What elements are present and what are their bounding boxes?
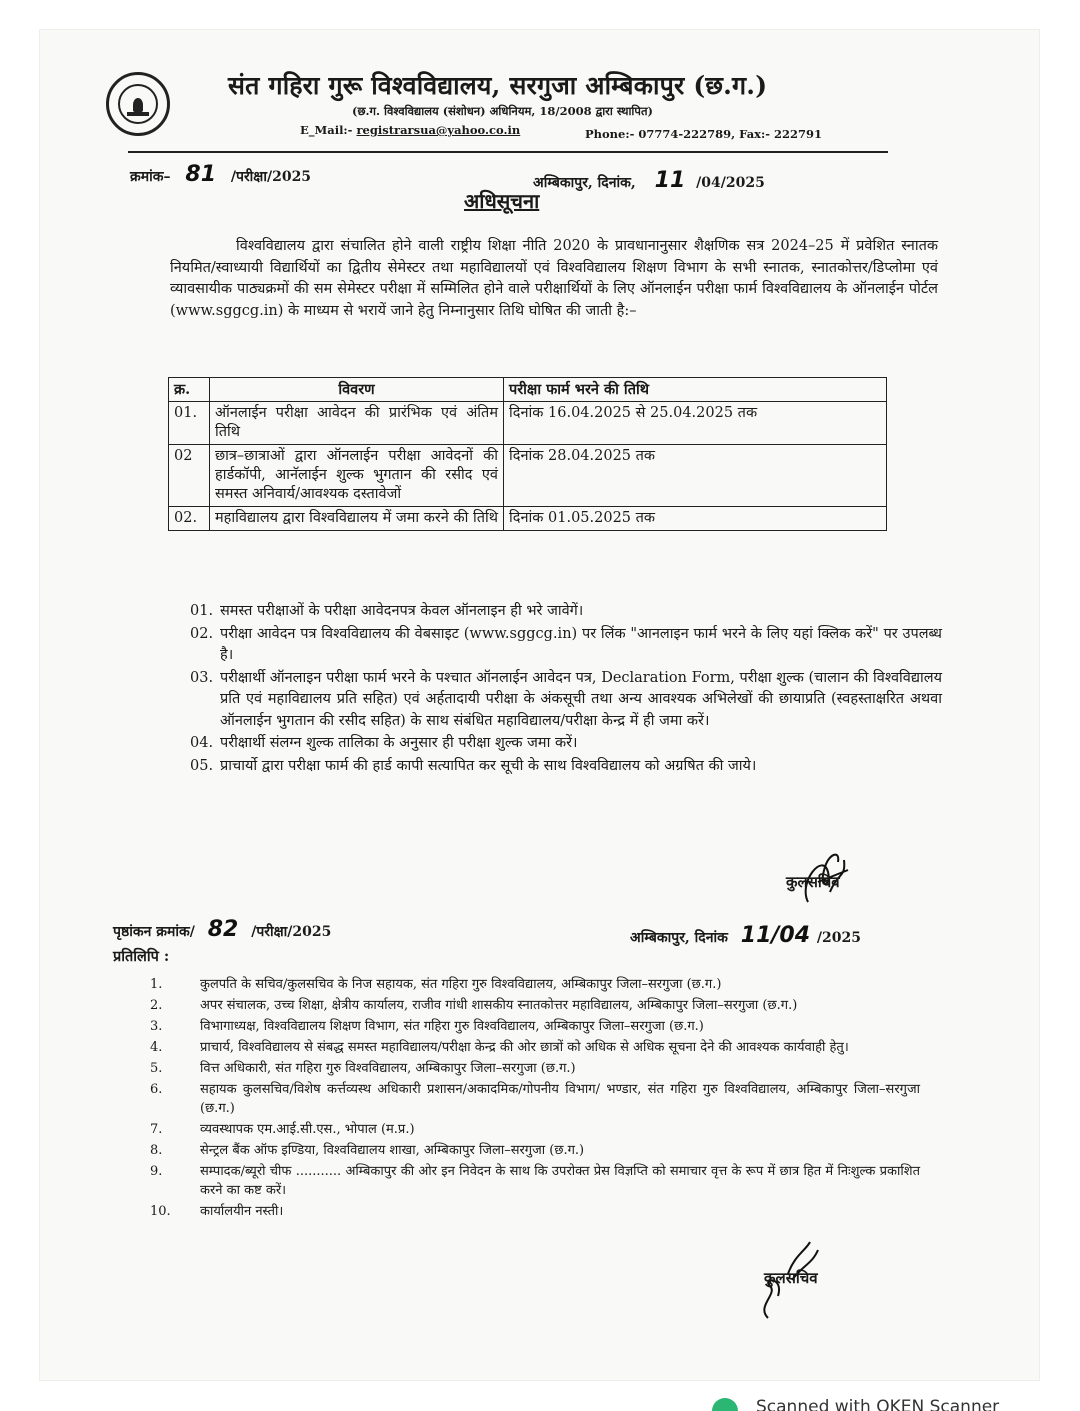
- scanner-watermark: [712, 1396, 1032, 1411]
- endorsement-handwritten-number: 82: [207, 917, 239, 942]
- endorsement-date: [630, 923, 861, 948]
- header-divider: [128, 151, 888, 153]
- list-item: [150, 1080, 920, 1118]
- phone-fax: Phone:- 07774-222789, Fax:- 222791: [585, 127, 823, 141]
- date-suffix: /04/2025: [696, 175, 765, 191]
- item-number: 4.: [150, 1040, 163, 1055]
- item-number: 04.: [190, 735, 214, 751]
- oken-scanner-logo-icon: [712, 1398, 738, 1411]
- list-item: [150, 1038, 920, 1057]
- seal-inner-ring: [118, 84, 158, 124]
- col-header-serial: क्र.: [169, 378, 210, 402]
- dates-table: [168, 377, 887, 531]
- endorsement-suffix: /परीक्षा/2025: [251, 924, 332, 940]
- table-header-row: [169, 378, 887, 402]
- list-item: [190, 756, 942, 778]
- item-number: 03.: [190, 669, 214, 686]
- seal-base: [127, 112, 149, 116]
- notification-title: अधिसूचना: [464, 189, 540, 213]
- document-page: [40, 30, 1039, 1380]
- item-text: प्राचार्यो द्वारा परीक्षा फार्म की हार्ड कापी सत्यापित कर सूची के साथ विश्वविद्यालय को अग्रषित की जाये।: [220, 757, 757, 774]
- item-text: प्राचार्य, विश्वविद्यालय से संबद्ध समस्त महाविद्यालय/परीक्षा केन्द्र की ओर छात्रों को अधिक से अधिक सूचना देने की आवश्यक कार्यवाही हेतु।: [200, 1040, 849, 1055]
- list-item: [150, 996, 920, 1015]
- instruction-list: [190, 601, 942, 778]
- item-text: कार्यालयीन नस्ती।: [200, 1204, 284, 1219]
- row-date: दिनांक 16.04.2025 से 25.04.2025 तक: [504, 402, 887, 445]
- list-item: [190, 624, 942, 667]
- item-number: 6.: [150, 1082, 163, 1097]
- item-number: 2.: [150, 998, 163, 1013]
- item-text: विभागाध्यक्ष, विश्वविद्यालय शिक्षण विभाग, संत गहिरा गुरु विश्वविद्यालय, अम्बिकापुर जिला–सरगुजा (छ.ग.): [200, 1019, 704, 1034]
- list-item: [190, 601, 942, 623]
- row-description: महाविद्यालय द्वारा विश्वविद्यालय में जमा करने की तिथि: [210, 507, 504, 531]
- item-number: 1.: [150, 977, 163, 992]
- registrar-signature-label: कुलसचिव: [786, 873, 840, 891]
- row-date: दिनांक 28.04.2025 तक: [504, 445, 887, 507]
- item-number: 9.: [150, 1164, 163, 1179]
- email-link[interactable]: registrarsua@yahoo.co.in: [356, 123, 521, 137]
- intro-paragraph: विश्वविद्यालय द्वारा संचालित होने वाली राष्ट्रीय शिक्षा नीति 2020 के प्रावधानानुसार शैक्षणिक सत्र 2024–25 में प्रवेशित स्नातक नियमित/स्वाध्यायी विद्यार्थियों का द्वितीय सेमेस्टर तथा महाविद्यालयों एवं विश्वविद्यालय शिक्षण विभाग के सभी स्नातक, स्नातकोत्तर/डिप्लोमा एवं व्यावसायीक पाठ्यक्रमों की सम सेमेस्टर परीक्षा में सम्मिलित होने वाले परीक्षार्थियों के लिए ऑनलाईन परीक्षा फार्म विश्वविद्यालय के ऑनलाईन पोर्टल (www.sggcg.in) के माध्यम से भरायें जाने हेतु निम्नानुसार तिथि घोषित की जाती है:–: [170, 238, 938, 319]
- list-item: [150, 1120, 920, 1139]
- row-serial: 01.: [169, 402, 210, 445]
- row-serial: 02.: [169, 507, 210, 531]
- list-item: [150, 1017, 920, 1036]
- item-text: सेन्ट्रल बैंक ऑफ इण्डिया, विश्वविद्यालय शाखा, अम्बिकापुर जिला–सरगुजा (छ.ग.): [200, 1143, 585, 1158]
- item-number: 5.: [150, 1061, 163, 1076]
- registrar-signature-label: कुलसचिव: [764, 1269, 818, 1287]
- reference-handwritten-number: 81: [185, 162, 217, 187]
- item-text: कुलपति के सचिव/कुलसचिव के निज सहायक, संत गहिरा गुरु विश्वविद्यालय, अम्बिकापुर जिला–सरगुजा (छ.ग.): [200, 977, 722, 992]
- distribution-list: [150, 975, 920, 1223]
- item-number: 7.: [150, 1122, 163, 1137]
- endorsement-number: [113, 917, 331, 942]
- item-number: 10.: [150, 1204, 171, 1219]
- endorsement-date-suffix: /2025: [816, 930, 861, 946]
- list-item: [190, 733, 942, 755]
- endorsement-prefix: पृष्ठांकन क्रमांक/: [113, 924, 195, 940]
- list-item: [150, 1059, 920, 1078]
- col-header-description: विवरण: [210, 378, 504, 402]
- university-seal-icon: [106, 72, 170, 136]
- item-text: सहायक कुलसचिव/विशेष कर्त्तव्यस्थ अधिकारी प्रशासन/अकादमिक/गोपनीय विभाग/ भण्डार, संत गहिरा गुरु विश्वविद्यालय, अम्बिकापुर जिला–सरगुजा (छ.ग.): [200, 1082, 920, 1116]
- reference-prefix: क्रमांक–: [130, 169, 171, 185]
- item-number: 02.: [190, 625, 214, 642]
- item-number: 01.: [190, 603, 214, 619]
- date-handwritten-day: 11: [654, 168, 686, 193]
- item-text: परीक्षार्थी ऑनलाइन परीक्षा फार्म भरने के पश्चात ऑनलाईन आवेदन पत्र, Declaration Form, परीक्षा शुल्क (चालान की विश्वविद्यालय प्रति एवं महाविद्यालय प्रति सहित) एवं अर्हतादायी परीक्षा के अंकसूची तथा अन्य आवश्यक अभिलेखों की छायाप्रति (स्वहस्ताक्षरित अथवा ऑनलाईन भुगतान की रसीद सहित) के साथ संबंधित महाविद्यालय/परीक्षा केन्द्र में ही जमा करें।: [220, 669, 942, 729]
- endorsement-date-prefix: अम्बिकापुर, दिनांक: [630, 930, 728, 946]
- list-item: [150, 1202, 920, 1221]
- item-text: वित्त अधिकारी, संत गहिरा गुरु विश्वविद्यालय, अम्बिकापुर जिला–सरगुजा (छ.ग.): [200, 1061, 576, 1076]
- item-text: व्यवस्थापक एम.आई.सी.एस., भोपाल (म.प्र.): [200, 1122, 415, 1137]
- row-description: ऑनलाईन परीक्षा आवेदन की प्रारंभिक एवं अंतिम तिथि: [210, 402, 504, 445]
- table-row: [169, 445, 887, 507]
- row-serial: 02: [169, 445, 210, 507]
- table-row: [169, 402, 887, 445]
- email-label: E_Mail:-: [300, 123, 353, 137]
- scanner-watermark-text: Scanned with OKEN Scanner: [756, 1397, 1000, 1411]
- date-prefix: अम्बिकापुर, दिनांक,: [533, 175, 636, 191]
- list-item: [150, 975, 920, 994]
- row-date: दिनांक 01.05.2025 तक: [504, 507, 887, 531]
- reference-suffix: /परीक्षा/2025: [230, 169, 312, 185]
- item-text: अपर संचालक, उच्च शिक्षा, क्षेत्रीय कार्यालय, राजीव गांधी शासकीय स्नातकोत्तर महाविद्यालय, अम्बिकापुर जिला–सरगुजा (छ.ग.): [200, 998, 798, 1013]
- list-item: [190, 668, 942, 733]
- table-row: [169, 507, 887, 531]
- issue-date: [533, 168, 765, 193]
- item-text: परीक्षार्थी संलग्न शुल्क तालिका के अनुसार ही परीक्षा शुल्क जमा करें।: [220, 735, 578, 751]
- reference-number: [130, 162, 311, 187]
- seal-emblem: [133, 98, 143, 112]
- item-number: 8.: [150, 1143, 163, 1158]
- item-text: समस्त परीक्षाओं के परीक्षा आवेदनपत्र केवल ऑनलाइन ही भरे जावेगें।: [220, 603, 584, 619]
- item-number: 3.: [150, 1019, 163, 1034]
- email-line: [300, 123, 520, 137]
- row-description: छात्र–छात्राओं द्वारा ऑनलाईन परीक्षा आवेदनों की हार्डकॉपी, आनॅलाईन शुल्क भुगतान की रसीद एवं समस्त अनिवार्य/आवश्यक दस्तावेजों: [210, 445, 504, 507]
- university-name: संत गहिरा गुरू विश्वविद्यालय, सरगुजा अम्बिकापुर (छ.ग.): [228, 71, 768, 100]
- item-text: सम्पादक/ब्यूरो चीफ ........... अम्बिकापुर की ओर इन निवेदन के साथ कि उपरोक्त प्रेस विज्ञप्ति को समाचार वृत्त के रूप में छात्र हित में निःशुल्क प्रकाशित करने का कष्ट करें।: [200, 1164, 920, 1198]
- item-text: परीक्षा आवेदन पत्र विश्वविद्यालय की वेबसाइट (www.sggcg.in) पर लिंक "आनलाइन फार्म भरने के लिए यहां क्लिक करें" पर उपलब्ध है।: [220, 625, 942, 663]
- item-number: 05.: [190, 757, 214, 774]
- list-item: [150, 1141, 920, 1160]
- list-item: [150, 1162, 920, 1200]
- col-header-date: परीक्षा फार्म भरने की तिथि: [504, 378, 887, 402]
- copy-to-heading: प्रतिलिपि :: [113, 948, 170, 965]
- establishment-act: (छ.ग. विश्वविद्यालय (संशोधन) अधिनियम, 18/2008 द्वारा स्थापित): [352, 104, 653, 118]
- endorsement-handwritten-date: 11/04: [740, 923, 811, 948]
